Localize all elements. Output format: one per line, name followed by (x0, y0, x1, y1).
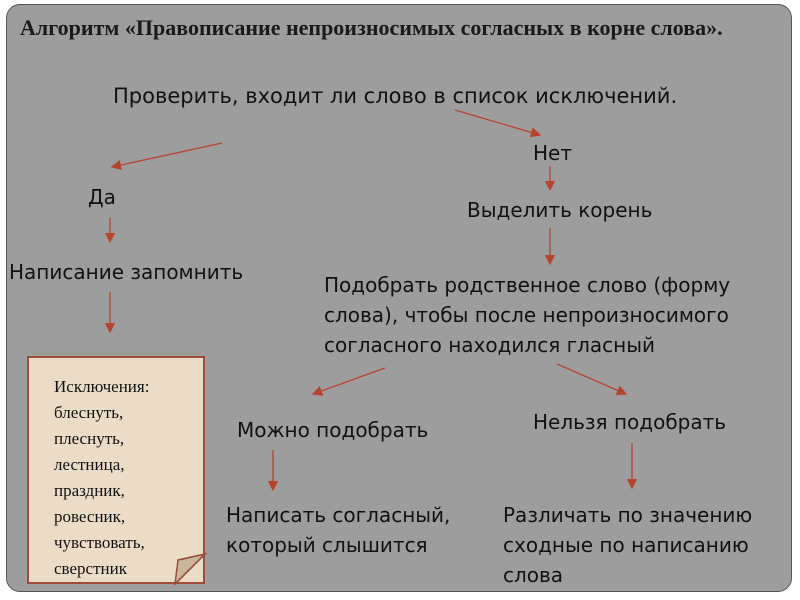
exception-item: лестница, (54, 455, 125, 474)
node-distinguish: Различать по значению сходные по написанию слова (503, 503, 753, 587)
exceptions-heading: Исключения: (54, 377, 150, 396)
exception-item: блеснуть, (54, 403, 124, 422)
arrow-pick-to-can (313, 368, 385, 394)
node-can-pick: Можно подобрать (237, 418, 429, 442)
diagram-title: Алгоритм «Правописание непроизносимых согласных в корне слова». (20, 15, 723, 40)
node-cannot-pick: Нельзя подобрать (533, 410, 727, 434)
exception-item: чувствовать, (54, 533, 145, 552)
arrow-check-to-no (455, 110, 540, 135)
exceptions-list (54, 374, 194, 582)
node-write-consonant: Написать согласный, который слышится (226, 503, 451, 557)
node-remember: Написание запомнить (9, 260, 244, 284)
exception-item: ровесник, (54, 507, 126, 526)
node-pick-related: Подобрать родственное слово (форму слова), чтобы после непроизносимого согласного находился гласный (324, 273, 731, 357)
node-yes: Да (88, 185, 116, 209)
node-no: Нет (533, 141, 572, 165)
exception-item: плеснуть, (54, 429, 125, 448)
node-check-exceptions: Проверить, входит ли слово в список исключений. (113, 84, 678, 108)
exception-item: праздник, (54, 481, 125, 500)
node-select-root: Выделить корень (467, 198, 653, 222)
arrow-pick-to-cannot (557, 364, 626, 394)
exception-item: сверстник (54, 559, 127, 578)
arrow-check-to-yes (112, 143, 222, 167)
